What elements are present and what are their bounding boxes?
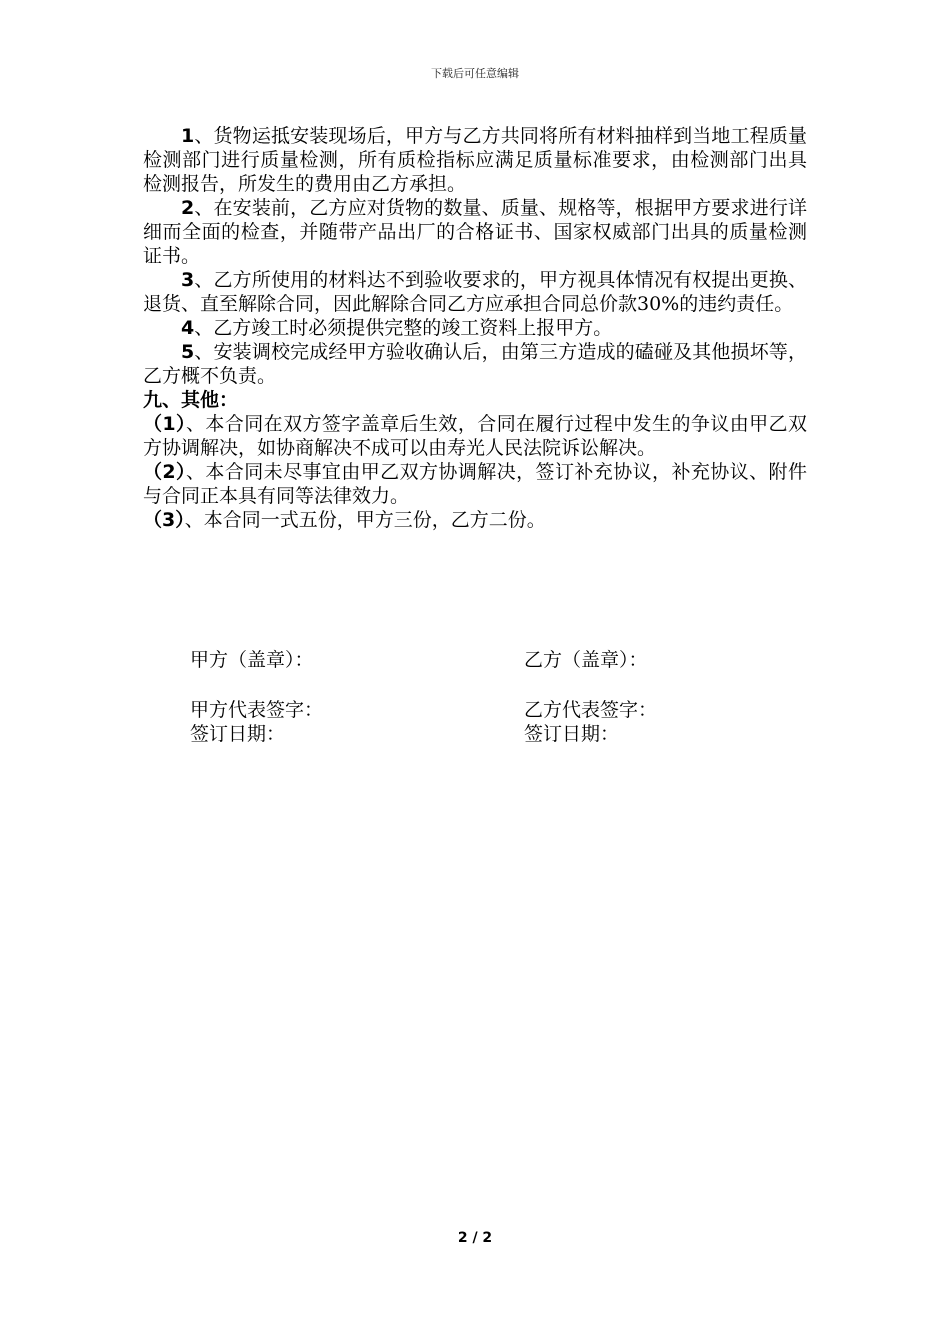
clause-number: 5 — [181, 341, 195, 363]
clause-number: 4 — [181, 317, 195, 339]
item-number: （3） — [143, 509, 185, 531]
clause-text: 、安装调校完成经甲方验收确认后，由第三方造成的磕碰及其他损坏等，乙方概不负责。 — [143, 341, 807, 387]
party-a-date-label: 签订日期： — [190, 723, 286, 745]
clause-number: 1 — [181, 125, 195, 147]
party-a-rep-label: 甲方代表签字： — [190, 699, 324, 721]
other-item-3 — [143, 508, 807, 532]
clause-number: 2 — [181, 197, 195, 219]
clause-5 — [143, 340, 807, 388]
party-b-rep-label: 乙方代表签字： — [524, 699, 658, 721]
item-text: 、本合同未尽事宜由甲乙双方协调解决，签订补充协议，补充协议、附件与合同正本具有同等法律效力。 — [143, 461, 807, 507]
item-text: 、本合同在双方签字盖章后生效，合同在履行过程中发生的争议由甲乙双方协调解决，如协商解决不成可以由寿光人民法院诉讼解决。 — [143, 413, 807, 459]
clause-3 — [143, 268, 807, 316]
clause-number: 3 — [181, 269, 195, 291]
other-item-2 — [143, 460, 807, 508]
party-b-date-label: 签订日期： — [524, 723, 620, 745]
page-number: 2 / 2 — [457, 1230, 493, 1246]
party-b-seal-label: 乙方（盖章）： — [524, 649, 648, 671]
clause-text: 、乙方所使用的材料达不到验收要求的，甲方视具体情况有权提出更换、退货、直至解除合同，因此解除合同乙方应承担合同总价款30%的违约责任。 — [143, 269, 807, 315]
clause-text: 、在安装前，乙方应对货物的数量、质量、规格等，根据甲方要求进行详细而全面的检查，并随带产品出厂的合格证书、国家权威部门出具的质量检测证书。 — [143, 197, 807, 267]
item-number: （1） — [143, 413, 186, 435]
other-item-1 — [143, 412, 807, 460]
item-number: （2） — [143, 461, 186, 483]
clause-1 — [143, 124, 807, 196]
section-nine-heading: 九、其他： — [143, 389, 239, 411]
contract-body — [143, 124, 807, 532]
page-header: 下载后可任意编辑 — [431, 67, 519, 80]
clause-2 — [143, 196, 807, 268]
clause-4 — [143, 316, 807, 340]
clause-text: 、货物运抵安装现场后，甲方与乙方共同将所有材料抽样到当地工程质量检测部门进行质量检测，所有质检指标应满足质量标准要求，由检测部门出具检测报告，所发生的费用由乙方承担。 — [143, 125, 807, 195]
item-text: 、本合同一式五份，甲方三份，乙方二份。 — [184, 509, 546, 531]
party-a-seal-label: 甲方（盖章）： — [190, 649, 314, 671]
clause-text: 、乙方竣工时必须提供完整的竣工资料上报甲方。 — [194, 317, 613, 339]
